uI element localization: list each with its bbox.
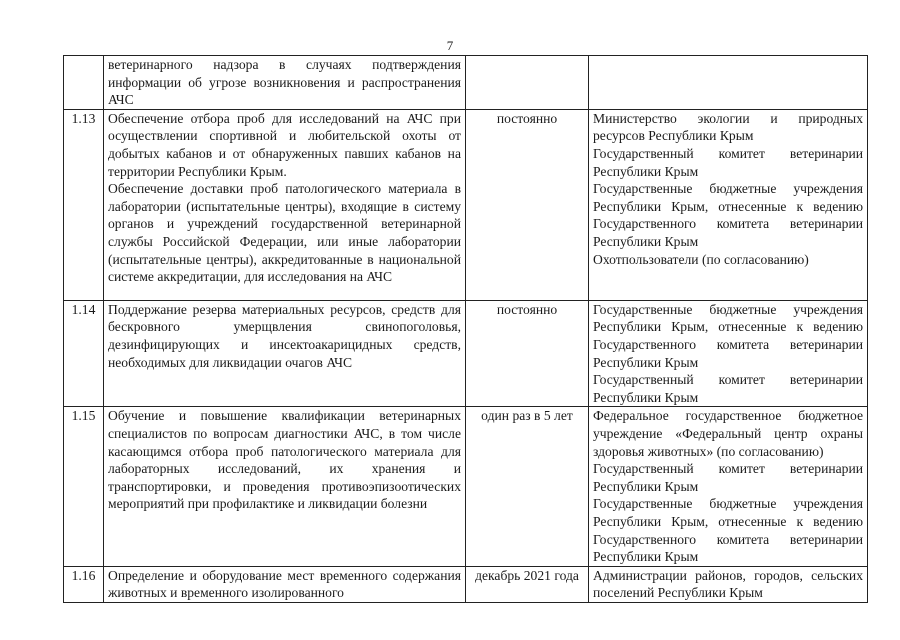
row-number: 1.15 bbox=[64, 407, 104, 566]
activity-cell bbox=[104, 109, 466, 300]
table-row bbox=[64, 109, 868, 300]
row-number bbox=[64, 56, 104, 110]
row-number: 1.14 bbox=[64, 300, 104, 407]
measures-table bbox=[63, 55, 868, 603]
term-cell: постоянно bbox=[466, 109, 589, 300]
responsible-entry: Федеральное государственное бюджетное учреждение «Федеральный центр охраны здоровья животных» (по согласованию) bbox=[593, 408, 863, 459]
responsible-entry: Государственный комитет ветеринарии Республики Крым bbox=[593, 145, 863, 179]
activity-cell bbox=[104, 56, 466, 110]
responsible-entry: Государственный комитет ветеринарии Республики Крым bbox=[593, 461, 863, 494]
row-number: 1.16 bbox=[64, 566, 104, 602]
table-row bbox=[64, 56, 868, 110]
responsible-entry: Государственные бюджетные учреждения Республики Крым, отнесенные к ведению Государственного комитета ветеринарии Республики Крым bbox=[593, 301, 863, 370]
responsible-entry: Государственный комитет ветеринарии Республики Крым bbox=[593, 372, 863, 405]
responsible-entry: Охотпользователи (по согласованию) bbox=[593, 251, 809, 267]
activity-paragraph: Определение и оборудование мест временного содержания животных и временного изолированного bbox=[108, 567, 461, 601]
activity-paragraph: Обеспечение отбора проб для исследований на АЧС при осуществлении спортивной и любительской охоты от добытых кабанов и от обнаруженных павших кабанов на территории Республики Крым. bbox=[108, 110, 461, 179]
row-number: 1.13 bbox=[64, 109, 104, 300]
responsible-entry: Министерство экологии и природных ресурсов Республики Крым bbox=[593, 110, 863, 144]
activity-cell bbox=[104, 566, 466, 602]
term-cell: постоянно bbox=[466, 300, 589, 407]
responsible-entry: Государственные бюджетные учреждения Республики Крым, отнесенные к ведению Государственного комитета ветеринарии Республики Крым bbox=[593, 496, 863, 565]
table-row bbox=[64, 300, 868, 407]
table-row bbox=[64, 407, 868, 566]
activity-cell bbox=[104, 300, 466, 407]
responsible-cell bbox=[589, 109, 868, 300]
responsible-entry: Администрации районов, городов, сельских поселений Республики Крым bbox=[593, 567, 863, 601]
term-cell: один раз в 5 лет bbox=[466, 407, 589, 566]
activity-paragraph: Обучение и повышение квалификации ветеринарных специалистов по вопросам диагностики АЧС, в том числе касающимся отбора проб патологического материала для лабораторных исследований, их хранения и транспортировки, и проведения противоэпизоотических мероприятий при профилактике и ликвидации болезни bbox=[108, 408, 461, 512]
responsible-cell bbox=[589, 566, 868, 602]
term-cell bbox=[466, 56, 589, 110]
activity-paragraph: Обеспечение доставки проб патологического материала в лаборатории (испытательные центры), входящие в систему органов и учреждений государственной ветеринарной службы Российской Федерации, или иные лаборатории (испытательные центры), аккредитованные в национальной системе аккредитации, для исследования на АЧС bbox=[108, 181, 461, 285]
responsible-cell bbox=[589, 56, 868, 110]
responsible-cell bbox=[589, 300, 868, 407]
page-number: 7 bbox=[446, 38, 454, 53]
activity-paragraph: Поддержание резерва материальных ресурсов, средств для бескровного умерщвления свинопоголовья, дезинфицирующих и инсектоакарицидных средств, необходимых для ликвидации очагов АЧС bbox=[108, 301, 461, 370]
responsible-cell bbox=[589, 407, 868, 566]
activity-cell bbox=[104, 407, 466, 566]
term-cell: декабрь 2021 года bbox=[466, 566, 589, 602]
responsible-entry: Государственные бюджетные учреждения Республики Крым, отнесенные к ведению Государственного комитета ветеринарии Республики Крым bbox=[593, 181, 863, 249]
table-row bbox=[64, 566, 868, 602]
activity-paragraph: ветеринарного надзора в случаях подтверждения информации об угрозе возникновения и распространения АЧС bbox=[108, 57, 461, 108]
